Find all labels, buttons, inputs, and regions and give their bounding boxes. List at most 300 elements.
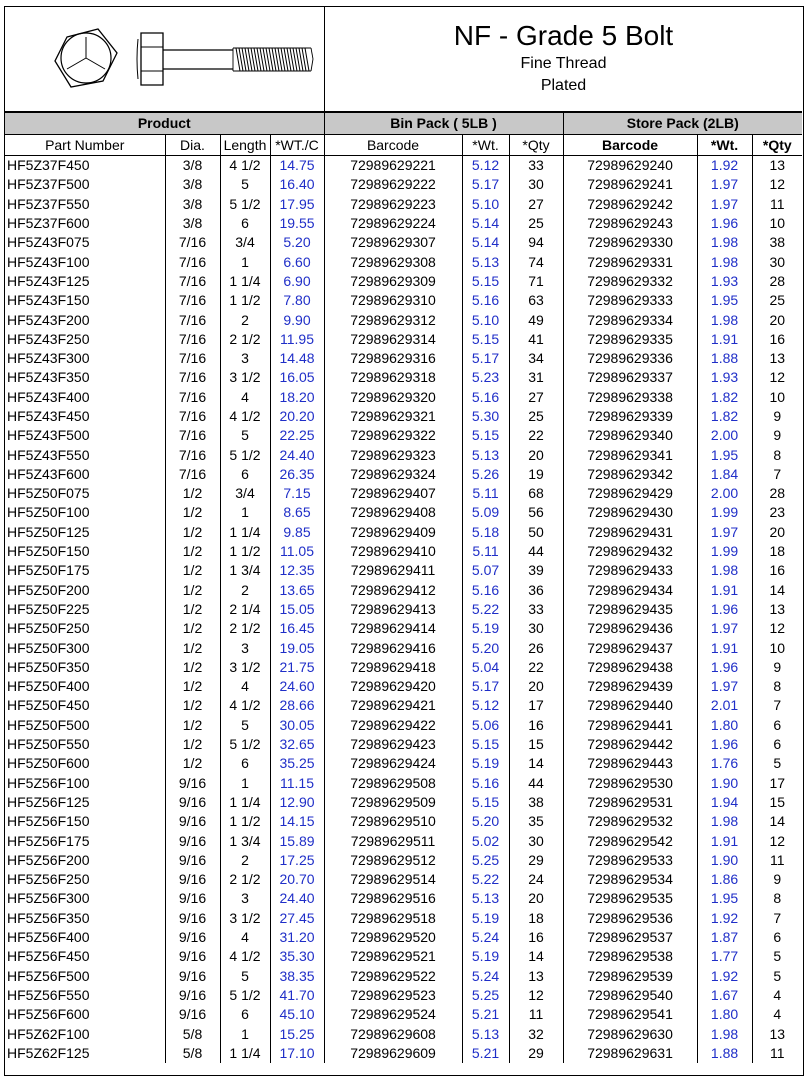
- cell-bin-qty: 20: [509, 677, 563, 696]
- cell-bin-qty: 24: [509, 870, 563, 889]
- cell-bin-qty: 27: [509, 195, 563, 214]
- cell-length: 1 3/4: [220, 561, 270, 580]
- cell-part-number: HF5Z56F150: [7, 813, 90, 830]
- cell-store-wt: 1.98: [697, 233, 752, 252]
- cell-bin-wt: 5.24: [462, 928, 509, 947]
- cell-part-number: HF5Z50F250: [7, 620, 90, 637]
- cell-bin-wt: 5.24: [462, 966, 509, 985]
- spec-sheet: [4, 6, 804, 1076]
- cell-bin-qty: 32: [509, 1024, 563, 1043]
- cell-bin-qty: 44: [509, 774, 563, 793]
- cell-wt-per-c: 24.40: [270, 445, 324, 464]
- cell-store-qty: 14: [752, 581, 802, 600]
- cell-bin-wt: 5.11: [462, 542, 509, 561]
- cell-bin-barcode: 72989629410: [324, 542, 462, 561]
- hex-bolt-icon: [5, 7, 323, 111]
- cell-store-wt: 1.93: [697, 368, 752, 387]
- cell-wt-per-c: 32.65: [270, 735, 324, 754]
- cell-store-barcode: 72989629433: [563, 561, 697, 580]
- cell-store-qty: 4: [752, 1005, 802, 1024]
- cell-bin-qty: 36: [509, 581, 563, 600]
- cell-store-wt: 1.84: [697, 465, 752, 484]
- cell-bin-qty: 30: [509, 619, 563, 638]
- cell-store-qty: 6: [752, 716, 802, 735]
- cell-store-qty: 7: [752, 465, 802, 484]
- cell-bin-qty: 50: [509, 523, 563, 542]
- cell-bin-barcode: 72989629523: [324, 986, 462, 1005]
- cell-store-qty: 13: [752, 600, 802, 619]
- cell-wt-per-c: 15.89: [270, 831, 324, 850]
- cell-bin-wt: 5.10: [462, 195, 509, 214]
- table-row: [5, 754, 802, 773]
- cell-length: 5: [220, 716, 270, 735]
- cell-bin-qty: 44: [509, 542, 563, 561]
- cell-bin-qty: 33: [509, 600, 563, 619]
- cell-length: 4: [220, 928, 270, 947]
- section-header-row: [5, 113, 802, 135]
- cell-bin-qty: 17: [509, 696, 563, 715]
- cell-store-qty: 11: [752, 1044, 802, 1063]
- cell-store-barcode: 72989629332: [563, 272, 697, 291]
- cell-store-barcode: 72989629429: [563, 484, 697, 503]
- cell-wt-per-c: 14.15: [270, 812, 324, 831]
- cell-store-wt: 1.97: [697, 677, 752, 696]
- table-row: [5, 195, 802, 214]
- cell-bin-qty: 20: [509, 445, 563, 464]
- cell-length: 3 1/2: [220, 368, 270, 387]
- cell-store-barcode: 72989629331: [563, 252, 697, 271]
- cell-store-qty: 7: [752, 909, 802, 928]
- cell-length: 2: [220, 581, 270, 600]
- cell-store-barcode: 72989629440: [563, 696, 697, 715]
- cell-store-wt: 2.00: [697, 426, 752, 445]
- cell-store-barcode: 72989629435: [563, 600, 697, 619]
- cell-wt-per-c: 11.95: [270, 330, 324, 349]
- cell-dia: 1/2: [165, 696, 220, 715]
- table-row: [5, 484, 802, 503]
- cell-store-barcode: 72989629540: [563, 986, 697, 1005]
- cell-part-number: HF5Z56F500: [7, 967, 90, 984]
- cell-store-wt: 1.80: [697, 716, 752, 735]
- cell-wt-per-c: 7.80: [270, 291, 324, 310]
- cell-length: 5 1/2: [220, 445, 270, 464]
- table-row: [5, 523, 802, 542]
- cell-store-qty: 9: [752, 658, 802, 677]
- col-bin-wt: *Wt.: [462, 135, 509, 156]
- table-row: [5, 1044, 802, 1063]
- cell-store-qty: 5: [752, 947, 802, 966]
- table-row: [5, 272, 802, 291]
- cell-part-number: HF5Z43F150: [7, 292, 90, 309]
- cell-part-number: HF5Z50F350: [7, 658, 90, 675]
- cell-part-number: HF5Z56F200: [7, 851, 90, 868]
- cell-store-qty: 12: [752, 368, 802, 387]
- table-row: [5, 581, 802, 600]
- cell-store-wt: 1.97: [697, 195, 752, 214]
- table-row: [5, 175, 802, 194]
- cell-bin-qty: 11: [509, 1005, 563, 1024]
- cell-store-qty: 38: [752, 233, 802, 252]
- cell-dia: 3/8: [165, 214, 220, 233]
- cell-dia: 7/16: [165, 310, 220, 329]
- cell-store-barcode: 72989629533: [563, 851, 697, 870]
- cell-store-wt: 1.95: [697, 445, 752, 464]
- cell-store-wt: 1.96: [697, 214, 752, 233]
- cell-store-wt: 1.98: [697, 812, 752, 831]
- cell-bin-qty: 14: [509, 947, 563, 966]
- cell-dia: 7/16: [165, 368, 220, 387]
- cell-length: 3 1/2: [220, 658, 270, 677]
- cell-store-wt: 1.97: [697, 619, 752, 638]
- cell-bin-barcode: 72989629516: [324, 889, 462, 908]
- cell-bin-qty: 39: [509, 561, 563, 580]
- cell-dia: 9/16: [165, 947, 220, 966]
- cell-store-wt: 1.96: [697, 658, 752, 677]
- cell-store-qty: 10: [752, 638, 802, 657]
- cell-bin-qty: 33: [509, 156, 563, 176]
- cell-bin-qty: 25: [509, 214, 563, 233]
- cell-bin-barcode: 72989629224: [324, 214, 462, 233]
- cell-bin-barcode: 72989629413: [324, 600, 462, 619]
- cell-length: 3/4: [220, 233, 270, 252]
- cell-store-barcode: 72989629342: [563, 465, 697, 484]
- cell-store-wt: 1.96: [697, 600, 752, 619]
- col-store-wt: *Wt.: [697, 135, 752, 156]
- cell-wt-per-c: 17.25: [270, 851, 324, 870]
- table-row: [5, 445, 802, 464]
- finish-type: Plated: [540, 77, 587, 94]
- cell-bin-barcode: 72989629312: [324, 310, 462, 329]
- cell-bin-barcode: 72989629609: [324, 1044, 462, 1063]
- cell-bin-wt: 5.07: [462, 561, 509, 580]
- table-row: [5, 1024, 802, 1043]
- cell-bin-wt: 5.22: [462, 600, 509, 619]
- cell-bin-barcode: 72989629321: [324, 407, 462, 426]
- cell-bin-barcode: 72989629309: [324, 272, 462, 291]
- cell-part-number: HF5Z56F400: [7, 929, 90, 946]
- cell-bin-qty: 13: [509, 966, 563, 985]
- cell-bin-wt: 5.21: [462, 1044, 509, 1063]
- cell-bin-qty: 14: [509, 754, 563, 773]
- cell-part-number: HF5Z56F175: [7, 832, 90, 849]
- cell-dia: 1/2: [165, 561, 220, 580]
- cell-store-qty: 8: [752, 445, 802, 464]
- table-row: [5, 407, 802, 426]
- cell-bin-qty: 29: [509, 1044, 563, 1063]
- cell-part-number: HF5Z50F550: [7, 736, 90, 753]
- cell-length: 1 1/2: [220, 542, 270, 561]
- cell-bin-qty: 38: [509, 793, 563, 812]
- cell-dia: 7/16: [165, 330, 220, 349]
- cell-store-barcode: 72989629338: [563, 388, 697, 407]
- cell-dia: 9/16: [165, 831, 220, 850]
- cell-part-number: HF5Z43F125: [7, 272, 90, 289]
- cell-length: 1 3/4: [220, 831, 270, 850]
- cell-bin-wt: 5.19: [462, 947, 509, 966]
- cell-store-wt: 1.91: [697, 831, 752, 850]
- cell-store-barcode: 72989629334: [563, 310, 697, 329]
- cell-part-number: HF5Z50F600: [7, 755, 90, 772]
- cell-store-qty: 28: [752, 272, 802, 291]
- cell-bin-barcode: 72989629411: [324, 561, 462, 580]
- cell-store-wt: 1.91: [697, 638, 752, 657]
- cell-dia: 9/16: [165, 966, 220, 985]
- cell-dia: 1/2: [165, 542, 220, 561]
- cell-store-wt: 1.99: [697, 542, 752, 561]
- cell-store-qty: 6: [752, 928, 802, 947]
- cell-dia: 9/16: [165, 870, 220, 889]
- cell-dia: 1/2: [165, 484, 220, 503]
- cell-store-wt: 1.76: [697, 754, 752, 773]
- cell-dia: 9/16: [165, 986, 220, 1005]
- cell-bin-wt: 5.13: [462, 889, 509, 908]
- cell-part-number: HF5Z37F450: [7, 157, 90, 174]
- cell-store-qty: 13: [752, 349, 802, 368]
- col-bin-barcode: Barcode: [324, 135, 462, 156]
- cell-length: 5: [220, 175, 270, 194]
- cell-bin-wt: 5.06: [462, 716, 509, 735]
- cell-dia: 7/16: [165, 349, 220, 368]
- cell-store-qty: 14: [752, 812, 802, 831]
- cell-store-qty: 9: [752, 870, 802, 889]
- cell-bin-qty: 29: [509, 851, 563, 870]
- cell-bin-wt: 5.20: [462, 638, 509, 657]
- cell-bin-qty: 34: [509, 349, 563, 368]
- section-product: Product: [5, 113, 324, 135]
- cell-store-wt: 2.00: [697, 484, 752, 503]
- cell-length: 1 1/4: [220, 272, 270, 291]
- cell-store-wt: 1.82: [697, 407, 752, 426]
- table-row: [5, 638, 802, 657]
- cell-store-barcode: 72989629438: [563, 658, 697, 677]
- cell-wt-per-c: 5.20: [270, 233, 324, 252]
- cell-store-wt: 1.98: [697, 561, 752, 580]
- cell-bin-wt: 5.23: [462, 368, 509, 387]
- cell-bin-barcode: 72989629522: [324, 966, 462, 985]
- cell-bin-barcode: 72989629608: [324, 1024, 462, 1043]
- cell-store-barcode: 72989629536: [563, 909, 697, 928]
- cell-store-wt: 1.96: [697, 735, 752, 754]
- cell-store-barcode: 72989629534: [563, 870, 697, 889]
- cell-wt-per-c: 6.90: [270, 272, 324, 291]
- cell-bin-barcode: 72989629511: [324, 831, 462, 850]
- cell-wt-per-c: 6.60: [270, 252, 324, 271]
- cell-store-qty: 12: [752, 831, 802, 850]
- sheet-header: [5, 7, 802, 112]
- cell-store-barcode: 72989629337: [563, 368, 697, 387]
- cell-dia: 1/2: [165, 754, 220, 773]
- table-row: [5, 851, 802, 870]
- cell-bin-wt: 5.02: [462, 831, 509, 850]
- cell-bin-wt: 5.15: [462, 735, 509, 754]
- cell-wt-per-c: 19.05: [270, 638, 324, 657]
- cell-length: 4 1/2: [220, 407, 270, 426]
- cell-length: 6: [220, 1005, 270, 1024]
- cell-bin-barcode: 72989629510: [324, 812, 462, 831]
- cell-wt-per-c: 45.10: [270, 1005, 324, 1024]
- page-title: NF - Grade 5 Bolt: [453, 20, 674, 51]
- cell-store-qty: 7: [752, 696, 802, 715]
- cell-store-qty: 9: [752, 426, 802, 445]
- cell-store-barcode: 72989629531: [563, 793, 697, 812]
- cell-part-number: HF5Z50F175: [7, 562, 90, 579]
- cell-store-qty: 5: [752, 966, 802, 985]
- table-row: [5, 928, 802, 947]
- cell-bin-qty: 49: [509, 310, 563, 329]
- cell-part-number: HF5Z50F300: [7, 639, 90, 656]
- cell-bin-barcode: 72989629310: [324, 291, 462, 310]
- table-row: [5, 909, 802, 928]
- table-row: [5, 1005, 802, 1024]
- cell-bin-qty: 20: [509, 889, 563, 908]
- cell-store-wt: 1.94: [697, 793, 752, 812]
- cell-bin-wt: 5.16: [462, 581, 509, 600]
- col-wt-per-c: *WT./C: [270, 135, 324, 156]
- cell-dia: 1/2: [165, 638, 220, 657]
- cell-store-barcode: 72989629341: [563, 445, 697, 464]
- thread-type: Fine Thread: [520, 55, 607, 72]
- table-row: [5, 793, 802, 812]
- cell-part-number: HF5Z37F500: [7, 176, 90, 193]
- cell-store-wt: 1.91: [697, 330, 752, 349]
- cell-store-wt: 2.01: [697, 696, 752, 715]
- cell-length: 5: [220, 426, 270, 445]
- cell-bin-qty: 27: [509, 388, 563, 407]
- cell-store-barcode: 72989629532: [563, 812, 697, 831]
- cell-store-barcode: 72989629243: [563, 214, 697, 233]
- cell-bin-wt: 5.26: [462, 465, 509, 484]
- cell-bin-barcode: 72989629307: [324, 233, 462, 252]
- cell-bin-qty: 41: [509, 330, 563, 349]
- table-row: [5, 774, 802, 793]
- cell-length: 2 1/2: [220, 330, 270, 349]
- cell-store-qty: 16: [752, 330, 802, 349]
- cell-bin-barcode: 72989629314: [324, 330, 462, 349]
- cell-bin-wt: 5.04: [462, 658, 509, 677]
- cell-length: 4 1/2: [220, 947, 270, 966]
- cell-store-qty: 30: [752, 252, 802, 271]
- cell-part-number: HF5Z37F600: [7, 215, 90, 232]
- cell-length: 2 1/2: [220, 619, 270, 638]
- cell-wt-per-c: 20.20: [270, 407, 324, 426]
- cell-part-number: HF5Z56F125: [7, 793, 90, 810]
- cell-bin-wt: 5.17: [462, 677, 509, 696]
- cell-bin-barcode: 72989629518: [324, 909, 462, 928]
- cell-store-barcode: 72989629538: [563, 947, 697, 966]
- cell-bin-barcode: 72989629308: [324, 252, 462, 271]
- cell-dia: 7/16: [165, 445, 220, 464]
- table-row: [5, 677, 802, 696]
- cell-store-barcode: 72989629437: [563, 638, 697, 657]
- cell-bin-wt: 5.15: [462, 272, 509, 291]
- cell-store-barcode: 72989629431: [563, 523, 697, 542]
- cell-bin-wt: 5.19: [462, 619, 509, 638]
- cell-bin-barcode: 72989629222: [324, 175, 462, 194]
- cell-bin-wt: 5.09: [462, 503, 509, 522]
- cell-store-qty: 15: [752, 793, 802, 812]
- cell-store-wt: 1.95: [697, 889, 752, 908]
- cell-store-wt: 1.90: [697, 851, 752, 870]
- cell-wt-per-c: 19.55: [270, 214, 324, 233]
- cell-dia: 1/2: [165, 677, 220, 696]
- cell-part-number: HF5Z50F400: [7, 678, 90, 695]
- cell-wt-per-c: 22.25: [270, 426, 324, 445]
- cell-wt-per-c: 28.66: [270, 696, 324, 715]
- cell-bin-wt: 5.25: [462, 851, 509, 870]
- cell-length: 1: [220, 774, 270, 793]
- cell-dia: 3/8: [165, 195, 220, 214]
- cell-bin-qty: 15: [509, 735, 563, 754]
- cell-part-number: HF5Z50F150: [7, 543, 90, 560]
- cell-bin-qty: 71: [509, 272, 563, 291]
- cell-store-qty: 20: [752, 523, 802, 542]
- cell-bin-barcode: 72989629320: [324, 388, 462, 407]
- cell-wt-per-c: 15.05: [270, 600, 324, 619]
- cell-bin-wt: 5.19: [462, 754, 509, 773]
- table-row: [5, 291, 802, 310]
- cell-wt-per-c: 8.65: [270, 503, 324, 522]
- cell-bin-qty: 30: [509, 175, 563, 194]
- cell-dia: 5/8: [165, 1024, 220, 1043]
- cell-store-barcode: 72989629242: [563, 195, 697, 214]
- bolt-table: [5, 112, 802, 1063]
- cell-bin-wt: 5.17: [462, 349, 509, 368]
- cell-store-qty: 17: [752, 774, 802, 793]
- cell-length: 1 1/4: [220, 793, 270, 812]
- cell-bin-qty: 25: [509, 407, 563, 426]
- table-row: [5, 156, 802, 176]
- cell-dia: 9/16: [165, 889, 220, 908]
- cell-store-qty: 12: [752, 175, 802, 194]
- col-store-qty: *Qty: [752, 135, 802, 156]
- cell-store-qty: 4: [752, 986, 802, 1005]
- bolt-illustration: [5, 7, 325, 111]
- cell-bin-barcode: 72989629223: [324, 195, 462, 214]
- cell-bin-wt: 5.13: [462, 445, 509, 464]
- cell-dia: 7/16: [165, 233, 220, 252]
- cell-part-number: HF5Z43F450: [7, 408, 90, 424]
- cell-dia: 9/16: [165, 1005, 220, 1024]
- cell-part-number: HF5Z62F125: [7, 1044, 90, 1061]
- cell-length: 1: [220, 1024, 270, 1043]
- cell-wt-per-c: 41.70: [270, 986, 324, 1005]
- cell-bin-wt: 5.14: [462, 214, 509, 233]
- cell-store-barcode: 72989629330: [563, 233, 697, 252]
- cell-bin-wt: 5.15: [462, 793, 509, 812]
- cell-wt-per-c: 14.48: [270, 349, 324, 368]
- title-block: [325, 7, 802, 111]
- cell-store-wt: 1.92: [697, 966, 752, 985]
- cell-dia: 7/16: [165, 291, 220, 310]
- table-row: [5, 349, 802, 368]
- cell-part-number: HF5Z37F550: [7, 195, 90, 212]
- cell-bin-wt: 5.11: [462, 484, 509, 503]
- cell-part-number: HF5Z56F600: [7, 1006, 90, 1023]
- cell-store-barcode: 72989629535: [563, 889, 697, 908]
- cell-wt-per-c: 18.20: [270, 388, 324, 407]
- section-bin-pack: Bin Pack ( 5LB ): [324, 113, 563, 135]
- cell-wt-per-c: 17.10: [270, 1044, 324, 1063]
- cell-length: 1: [220, 252, 270, 271]
- cell-bin-barcode: 72989629323: [324, 445, 462, 464]
- cell-store-wt: 1.88: [697, 349, 752, 368]
- cell-wt-per-c: 38.35: [270, 966, 324, 985]
- cell-bin-wt: 5.12: [462, 156, 509, 176]
- cell-bin-barcode: 72989629514: [324, 870, 462, 889]
- cell-dia: 9/16: [165, 774, 220, 793]
- cell-length: 1 1/2: [220, 812, 270, 831]
- table-row: [5, 696, 802, 715]
